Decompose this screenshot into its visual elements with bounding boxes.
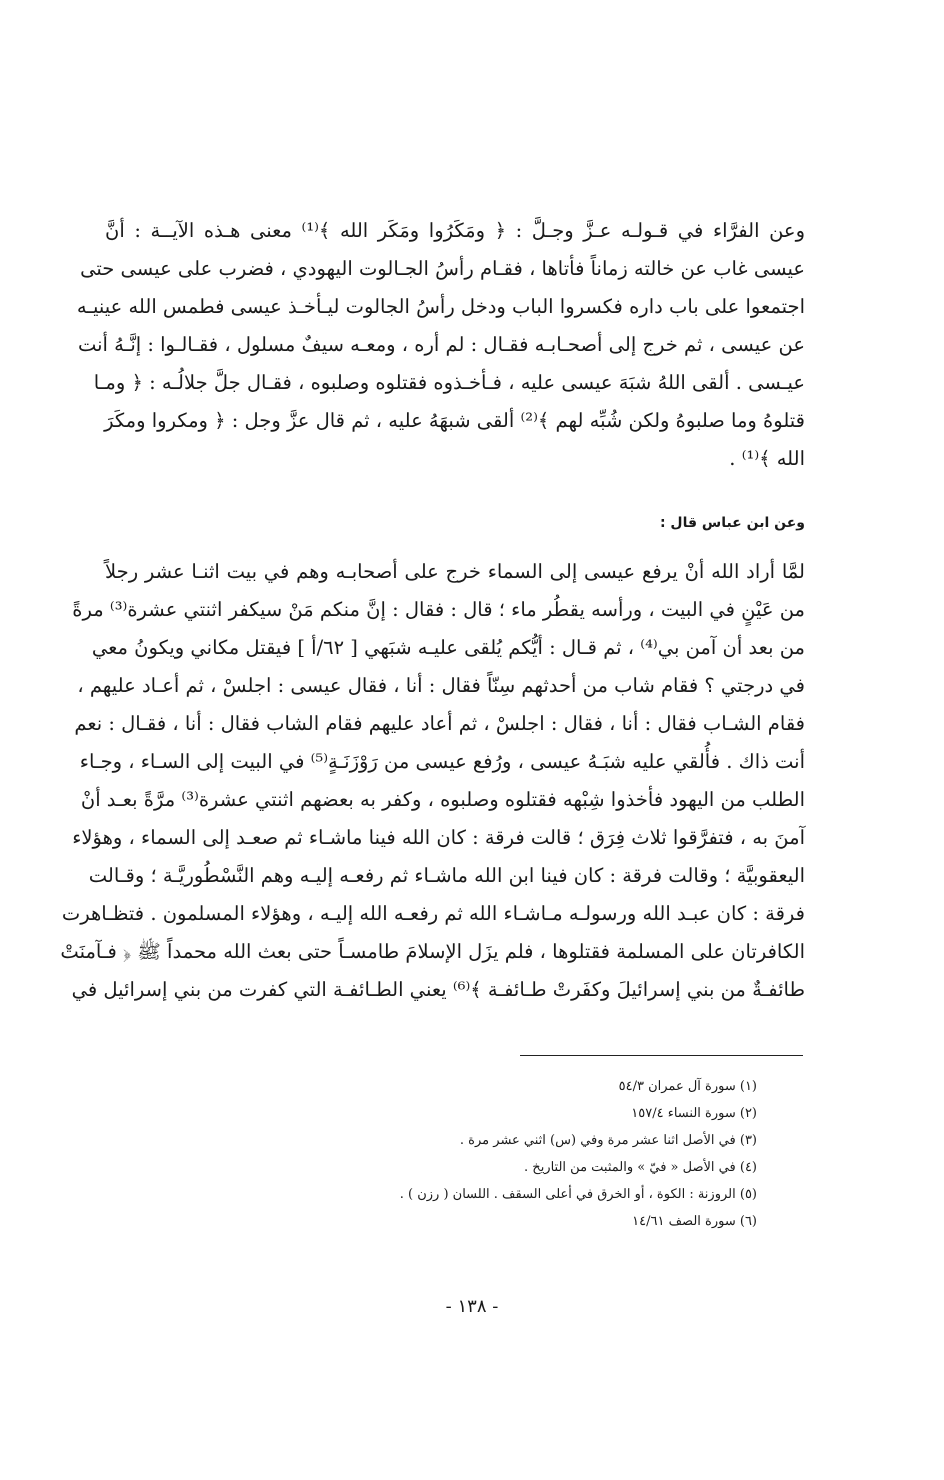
- text-line: اليعقوبيَّة ؛ وقالت فرقة : كان فينا ابن الله ماشـاء ثم رفعـه إليـه وهم النَّسْطُوريَّـة ؛ وقـالت: [88, 864, 805, 887]
- text-line: من عَيْنٍ في البيت ، ورأسه يقطُر ماء ؛ قال : فقال : إنَّ منكم مَنْ سيكفر اثنتي عشرة⁽³⁾ مرةً: [72, 598, 805, 621]
- text-line: فقام الشـاب فقال : أنا ، فقال : اجلسْ ، ثم أعاد عليهم فقام الشاب فقال : أنا ، فقـال : نعم: [74, 712, 805, 735]
- paragraph-ibn-abbas: [60, 553, 805, 1009]
- text-line: وعن الفرَّاء في قـولـه عـزَّ وجـلَّ : ﴿ ومَكَرُوا ومَكَر الله ﴾⁽¹⁾ معنى هـذه الآيــة : أنَّ: [105, 219, 805, 242]
- footnote: (٥) الروزنة : الكوة ، أو الخرق في أعلى السقف . اللسان ( رزن ) .: [399, 1187, 757, 1202]
- text-line: اجتمعوا على باب داره فكسروا الباب ودخل رأسُ الجالوت ليـأخـذ عيسى فطمس الله عينيـه: [76, 295, 805, 318]
- text-line: الكافرتان على المسلمة فقتلوها ، فلم يزَل الإسلامَ طامسـاً حتى بعث الله محمداً ﷺ ﴿ فـآمنَتْ: [60, 940, 805, 963]
- footnote: (٢) سورة النساء ١٥٧/٤: [631, 1106, 757, 1121]
- text-line: قتلوهُ وما صلبوهُ ولكن شُبِّه لهم ﴾⁽²⁾ ألقى شبهَهُ عليه ، ثم قال عزَّ وجل : ﴿ ومكروا ومكَرَ: [104, 409, 805, 432]
- text-line: لمَّا أراد الله أنْ يرفع عيسى إلى السماء خرج على أصحابـه وهم في بيت اثنـا عشر رجلاً: [105, 560, 805, 583]
- section-heading: وعن ابن عباس قال :: [659, 515, 805, 531]
- footnotes: [105, 1073, 757, 1235]
- page-number: - ١٣٨ -: [445, 1296, 499, 1317]
- paragraph-ferra: [76, 212, 805, 478]
- text-line: الله ﴾⁽¹⁾ .: [729, 447, 805, 470]
- text-line: أنت ذاك . فأُلقي عليه شبَـهُ عيسى ، ورُفع عيسى من رَوْزَنَـةٍ⁽⁵⁾ في البيت إلى السـاء ، وجـاء: [79, 750, 805, 773]
- text-line: طائفـةٌ من بني إسرائيلَ وكفَرتْ طـائفـة ﴾⁽⁶⁾ يعني الطـائفـة التي كفرت من بني إسرائيل في: [71, 978, 805, 1001]
- text-line: في درجتي ؟ فقام شاب من أحدثهم سِنّاً فقال : أنا ، فقال عيسى : اجلسْ ، ثم أعـاد عليهم ،: [77, 674, 805, 697]
- text-line: فرقة : كان عبـد الله ورسولـه مـاشـاء الله ثم رفعـه الله إليـه ، وهؤلاء المسلمون . فتظـاهرت: [61, 902, 805, 925]
- text-line: عن عيسى ، ثم خرج إلى أصحـابـه فقـال : لم أره ، ومعـه سيفٌ مسلول ، فقـالـوا : إنَّـهُ أنت: [77, 333, 805, 356]
- text-line: الطلب من اليهود فأخذوا شِبْهه فقتلوه وصلبوه ، وكفر به بعضهم اثنتي عشرة⁽³⁾ مرَّةً بعـد أنْ: [80, 788, 805, 811]
- footnote: (٣) في الأصل اثنا عشر مرة وفي (س) اثني عشر مرة .: [459, 1133, 757, 1148]
- text-line: من بعد أن آمن بي⁽⁴⁾ ، ثم قـال : أيُّكم يُلقى عليـه شبَهي [ ٦٢/أ ] فيقتل مكاني ويكونُ معي: [91, 636, 805, 659]
- text-line: عيـسى . ألقى اللهُ شبَهَ عيسى عليه ، فـأخـذوه فقتلوه وصلبوه ، فقـال جلَّ جلالُـه : ﴿ ومـا: [93, 371, 805, 394]
- text-line: آمنَ به ، فتفرَّقوا ثلاث فِرَق ؛ قالت فرقة : كان الله فينا ماشـاء ثم صعـد إلى السماء ، وهؤلاء: [72, 826, 805, 849]
- text-line: عيسى غاب عن خالته زماناً فأتاها ، فقـام رأسُ الجـالوت اليهودي ، فضرب على عيسى حتى: [80, 257, 805, 280]
- footnote: (١) سورة آل عمران ٥٤/٣: [618, 1079, 757, 1094]
- footnote: (٦) سورة الصف ١٤/٦١: [632, 1214, 757, 1229]
- footnote-separator: [520, 1055, 803, 1056]
- footnote: (٤) في الأصل « فيّ » والمثبت من التاريخ .: [524, 1160, 757, 1175]
